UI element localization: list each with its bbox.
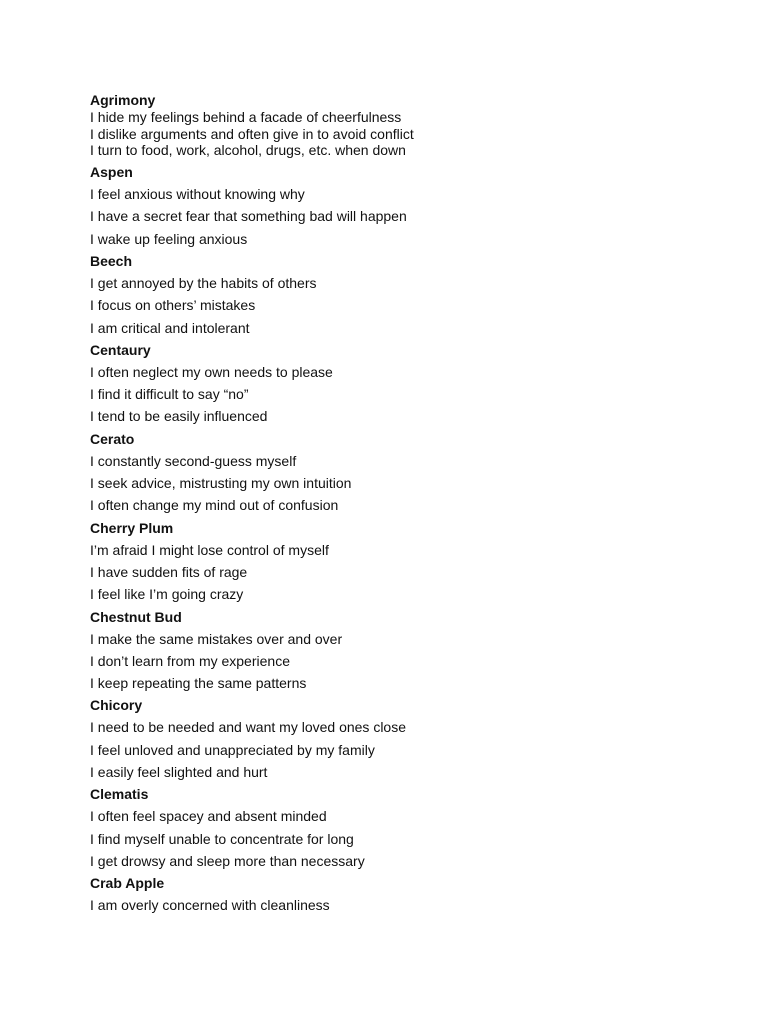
remedy-section-cherry-plum xyxy=(90,520,730,603)
remedy-statement: I focus on others’ mistakes xyxy=(90,297,256,314)
remedy-statement: I am overly concerned with cleanliness xyxy=(90,897,330,914)
document-page xyxy=(90,92,730,919)
remedy-heading: Cherry Plum xyxy=(90,519,174,536)
remedy-section-chicory xyxy=(90,697,730,780)
remedy-statement: I easily feel slighted and hurt xyxy=(90,764,268,780)
remedy-statement: I tend to be easily influenced xyxy=(90,408,268,425)
remedy-section-chestnut-bud xyxy=(90,609,730,692)
remedy-heading: Beech xyxy=(90,252,133,269)
remedy-statement: I feel like I’m going crazy xyxy=(90,586,244,603)
remedy-statement: I am critical and intolerant xyxy=(90,319,250,336)
remedy-statement: I feel unloved and unappreciated by my family xyxy=(90,741,375,758)
remedy-statement: I don’t learn from my experience xyxy=(90,652,290,669)
remedy-heading: Aspen xyxy=(90,164,133,181)
remedy-statement: I feel anxious without knowing why xyxy=(90,186,305,203)
remedy-statement: I find myself unable to concentrate for long xyxy=(90,830,354,847)
remedy-section-clematis xyxy=(90,786,730,869)
remedy-statement: I wake up feeling anxious xyxy=(90,230,248,247)
remedy-statement: I often change my mind out of confusion xyxy=(90,497,339,514)
remedy-statement: I’m afraid I might lose control of myself xyxy=(90,541,329,558)
remedy-statement: I often neglect my own needs to please xyxy=(90,363,333,380)
remedy-section-beech xyxy=(90,253,730,336)
remedy-statement: I find it difficult to say “no” xyxy=(90,386,249,403)
remedy-statement: I need to be needed and want my loved ones close xyxy=(90,719,406,736)
remedy-heading: Agrimony xyxy=(90,92,156,108)
remedy-statement: I turn to food, work, alcohol, drugs, etc. when down xyxy=(90,142,406,159)
remedy-section-centaury xyxy=(90,342,730,425)
remedy-statement: I constantly second-guess myself xyxy=(90,452,297,469)
remedy-statement: I make the same mistakes over and over xyxy=(90,630,343,647)
remedy-statement: I seek advice, mistrusting my own intuition xyxy=(90,475,352,492)
remedy-statement: I dislike arguments and often give in to avoid conflict xyxy=(90,125,414,142)
remedy-heading: Chicory xyxy=(90,697,143,714)
remedy-section-crab-apple xyxy=(90,875,730,913)
remedy-statement: I keep repeating the same patterns xyxy=(90,675,307,692)
remedy-statement: I get drowsy and sleep more than necessary xyxy=(90,852,365,869)
remedy-section-agrimony xyxy=(90,92,730,159)
remedy-section-aspen xyxy=(90,164,730,247)
remedy-heading: Clematis xyxy=(90,786,149,803)
remedy-heading: Chestnut Bud xyxy=(90,608,182,625)
remedy-statement: I have a secret fear that something bad will happen xyxy=(90,208,407,225)
remedy-statement: I get annoyed by the habits of others xyxy=(90,274,317,291)
remedy-statement: I have sudden fits of rage xyxy=(90,563,248,580)
remedy-statement: I often feel spacey and absent minded xyxy=(90,808,327,825)
remedy-heading: Centaury xyxy=(90,341,151,358)
remedy-heading: Crab Apple xyxy=(90,875,165,892)
remedy-statement: I hide my feelings behind a facade of cheerfulness xyxy=(90,109,402,125)
remedy-section-cerato xyxy=(90,431,730,514)
remedy-heading: Cerato xyxy=(90,430,135,447)
